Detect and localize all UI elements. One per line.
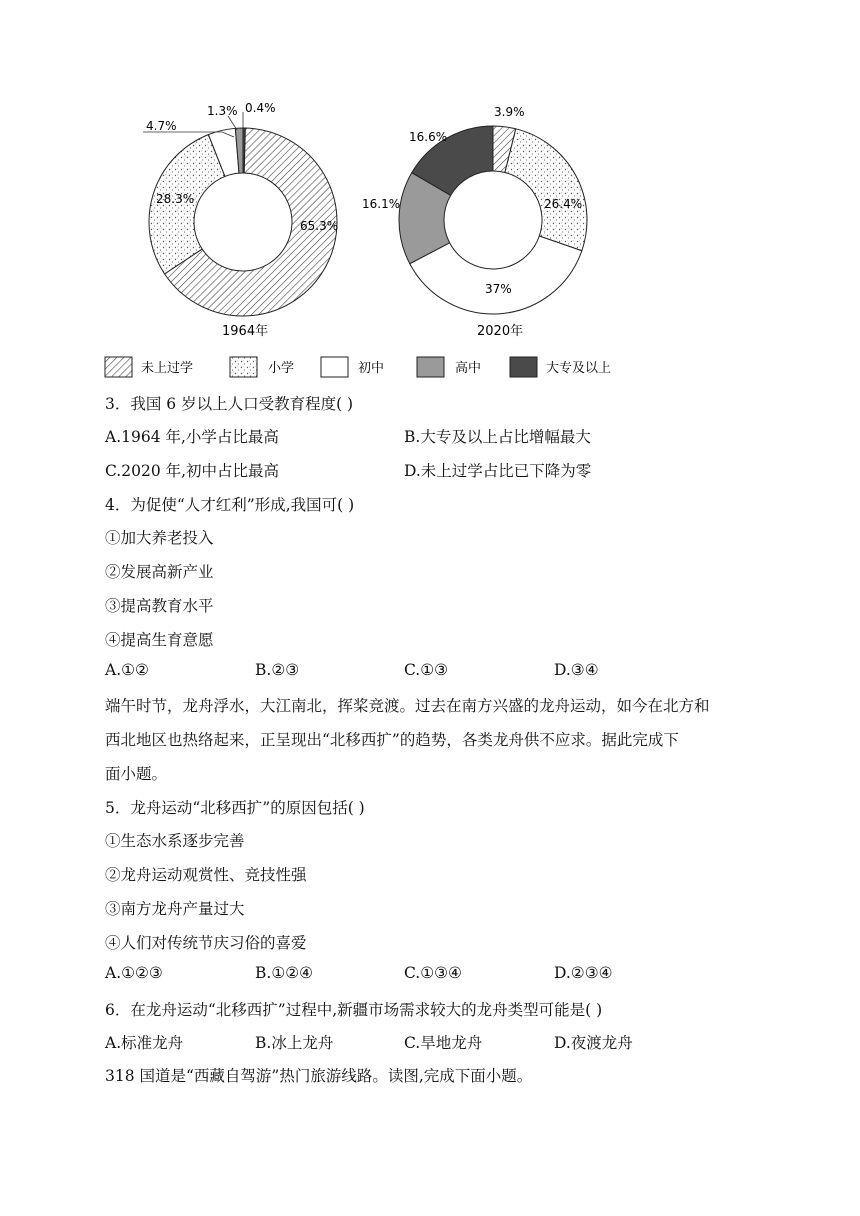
legend-label: 大专及以上 [546,361,612,376]
legend-label: 小学 [268,361,295,376]
question-3-stem: 3．我国 6 岁以上人口受教育程度( ) [105,395,354,413]
question-6-option-d: D.夜渡龙舟 [554,1034,633,1052]
slice-label: 4.7% [146,119,177,133]
question-5-item: ④人们对传统节庆习俗的喜爱 [105,934,307,952]
donut-slice [505,129,587,251]
slice-label: 37% [485,282,512,296]
question-4-item: ②发展高新产业 [105,563,214,581]
question-4-option-c: C.①③ [404,661,449,679]
slice-label: 0.4% [245,101,276,115]
slice-label: 16.1% [362,197,401,211]
education-donut-figure [0,0,860,390]
slice-label: 16.6% [409,130,448,144]
question-5-option-c: C.①③④ [404,964,462,982]
passage-line: 面小题。 [105,765,168,783]
question-4-option-b: B.②③ [255,661,300,679]
question-6-option-c: C.旱地龙舟 [404,1034,483,1052]
passage-line: 端午时节，龙舟浮水，大江南北，挥桨竞渡。过去在南方兴盛的龙舟运动，如今在北方和 [105,697,710,715]
passage-318-intro: 318 国道是“西藏自驾游”热门旅游线路。读图,完成下面小题。 [105,1067,533,1085]
chart-caption: 1964年 [222,324,269,339]
question-4-item: ④提高生育意愿 [105,631,214,649]
legend-swatch-hatch [105,357,132,377]
slice-label: 1.3% [207,104,238,118]
question-3-option-a: A.1964 年,小学占比最高 [105,428,279,446]
question-4-item: ③提高教育水平 [105,597,214,615]
question-4-stem: 4．为促使“人才红利”形成,我国可( ) [105,496,355,514]
legend-swatch-dark [510,357,537,377]
legend-swatch-dots [230,357,257,377]
legend-label: 初中 [358,361,385,376]
leader-line [228,116,237,130]
slice-label: 26.4% [544,197,583,211]
slice-label: 28.3% [156,192,195,206]
legend-swatch-gray [417,357,444,377]
question-5-stem: 5．龙舟运动“北移西扩”的原因包括( ) [105,799,365,817]
chart-caption: 2020年 [477,324,524,339]
question-3-option-c: C.2020 年,初中占比最高 [105,462,280,480]
question-6-stem: 6．在龙舟运动“北移西扩”过程中,新疆市场需求较大的龙舟类型可能是( ) [105,1001,603,1019]
question-5-item: ③南方龙舟产量过大 [105,900,245,918]
passage-line: 西北地区也热络起来，正呈现出“北移西扩”的趋势，各类龙舟供不应求。据此完成下 [105,731,679,749]
question-3-option-b: B.大专及以上占比增幅最大 [404,428,591,446]
question-5-option-d: D.②③④ [554,964,613,982]
question-6-option-a: A.标准龙舟 [105,1034,184,1052]
question-5-option-b: B.①②④ [255,964,314,982]
slice-label: 3.9% [494,105,525,119]
question-3-option-d: D.未上过学占比已下降为零 [404,462,592,480]
legend-swatch-white [321,357,348,377]
legend-label: 高中 [455,361,482,376]
question-4-option-a: A.①② [105,661,149,679]
question-6-option-b: B.冰上龙舟 [255,1034,334,1052]
question-4-item: ①加大养老投入 [105,529,214,547]
question-5-option-a: A.①②③ [105,964,163,982]
legend [105,357,611,377]
slice-label: 65.3% [300,219,339,233]
question-5-item: ②龙舟运动观赏性、竞技性强 [105,866,307,884]
question-4-option-d: D.③④ [554,661,599,679]
legend-label: 未上过学 [141,361,194,376]
question-5-item: ①生态水系逐步完善 [105,832,245,850]
